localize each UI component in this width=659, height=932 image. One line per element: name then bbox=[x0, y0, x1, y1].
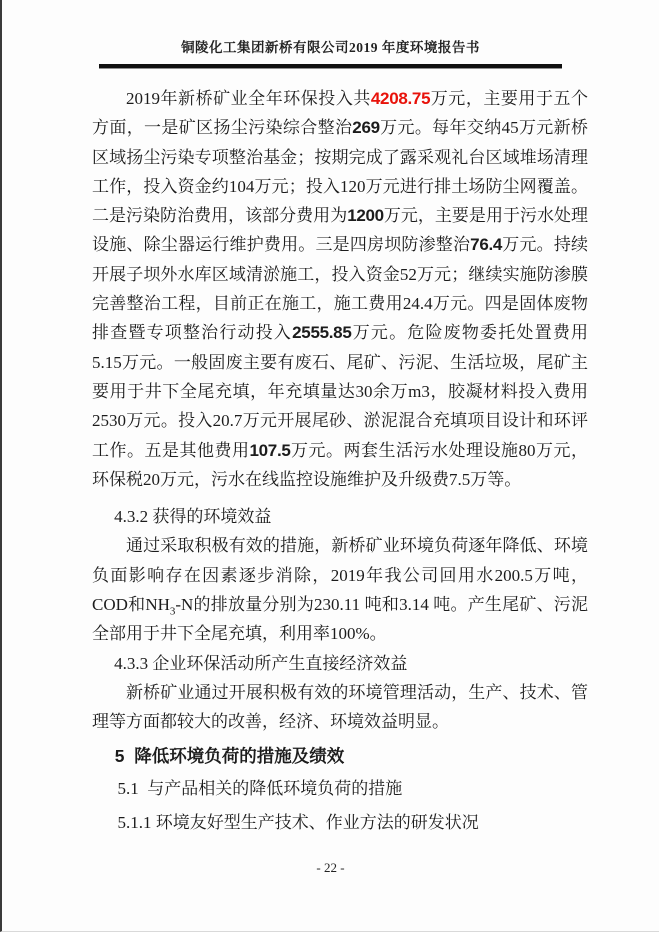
document-header-title: 铜陵化工集团新桥有限公司2019 年度环境报告书 bbox=[181, 40, 480, 55]
heading-5-1-1: 5.1.1 环境友好型生产技术、作业方法的研发状况 bbox=[117, 812, 479, 832]
heading-4-3-2: 4.3.2 获得的环境效益 bbox=[114, 507, 272, 527]
content bbox=[92, 84, 588, 840]
page-number: - 22 - bbox=[316, 860, 345, 875]
paragraph-environmental-benefits: 通过采取积极有效的措施，新桥矿业环境负荷逐年降低、环境负面影响存在因素逐步消除，2019年我公司回用水200.5万吨，COD和$NH_3-N$的排放量分别为230.11 吨和3.14 吨。产生尾矿、污泥全部用于井下全尾充填，利用率100%。 bbox=[92, 536, 589, 644]
paragraph-environmental-investment: 2019年新桥矿业全年环保投入共4208.75万元，主要用于五个方面，一是矿区扬尘污染综合整治269万元。每年交纳45万元新桥区域扬尘污染专项整治基金；按期完成了露采观礼台区域堆场清理工作，投入资金约104万元；投入120万元进行排土场防尘网覆盖。二是污染防治费用，该部分费用为1200万元，主要是用于污水处理设施、除尘器运行维护费用。三是四房坝防渗整治76.4万元。持续开展子坝外水库区域清淤施工，投入资金52万元；继续实施防渗膜完善整治工程，目前正在施工，施工费用24.4万元。四是固体废物排查暨专项整治行动投入2555.85万元。危险废物委托处置费用5.15万元。一般固废主要有废石、尾矿、污泥、生活垃圾，尾矿主要用于井下全尾充填，年充填量达30余万m3，胶凝材料投入费用2530万元。投入20.7万元开展尾砂、淤泥混合充填项目设计和环评工作。五是其他费用107.5万元。两套生活污水处理设施80万元，环保税20万元，污水在线监控设施维护及升级费7.5万等。 bbox=[92, 89, 589, 489]
heading-5-1: 5.1 与产品相关的降低环境负荷的措施 bbox=[117, 778, 403, 798]
paragraph-economic-benefits: 新桥矿业通过开展积极有效的环境管理活动，生产、技术、管理等方面都较大的改善，经济、环境效益明显。 bbox=[92, 682, 588, 732]
header-divider-rule bbox=[99, 64, 562, 68]
heading-4-3-3: 4.3.3 企业环保活动所产生直接经济效益 bbox=[114, 653, 408, 673]
heading-5: 5 降低环境负荷的措施及绩效 bbox=[114, 745, 345, 766]
